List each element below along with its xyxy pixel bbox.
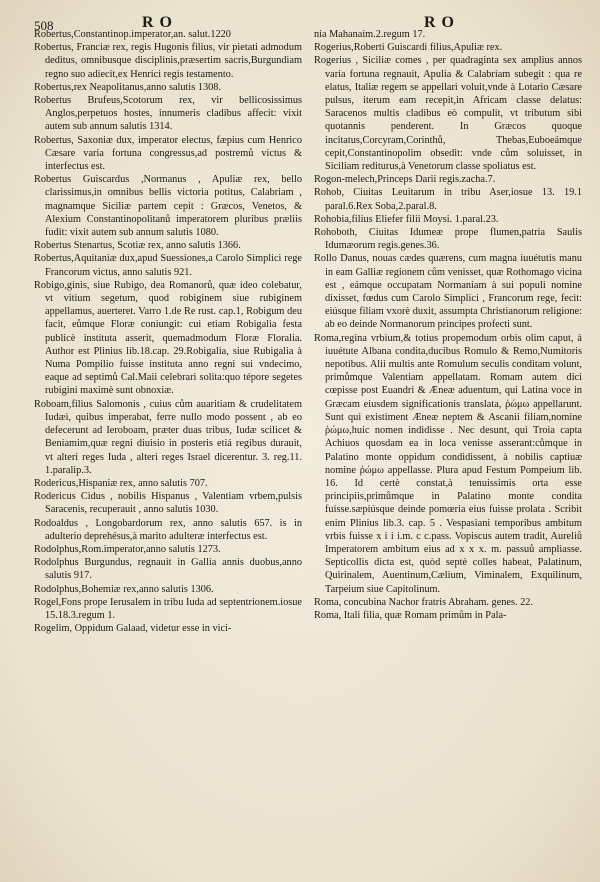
dictionary-entry: Robertus, Franciæ rex, regis Hugonis filius, vir pietati admodum deditus, omnibusque disciplinis,præsertim sacris,Burgundiam regno suo adiecit,ex Henrici regis testamento.	[34, 42, 302, 80]
dictionary-entry: Rollo Danus, nouas cædes quærens, cum magna iuuétutis manu in eam Galliæ regionem cům venisset, quæ Rothomago vicina est , eámque occupatam Normaniam à sui populi nomine dixisset, fœdus cum Carolo Simplici , Francorum rege, fecit: eiúsque filiam vxorè duxit, assumpta Christianorum religione: ab eo deinde Normanorum principes profecti sunt.	[314, 253, 582, 331]
dictionary-entry: Robertus Stenartus, Scotiæ rex, anno salutis 1366.	[34, 240, 241, 252]
dictionary-entry: Rogelim, Oppidum Galaad, videtur esse in vici-	[34, 623, 232, 635]
dictionary-entry: Roma,regina vrbium,& totius propemodum orbis olim caput, à iuuétute Albana condita,ducibus Romulo & Remo,Numitoris nepotibus. Alii multis ante Romulum seculis conditam volunt, primůmque Valentiam appellatam. Romam autem dici cœpisse post Euandri & Æneæ aduentum, qui Latina voce in Græcam eiusdem significationis translata, ῥώμω appellarunt. Sunt qui existiment Æneæ neptem & Ascanii filiam,nomine ῥώμω,huic nomen indidisse . Nec desunt, qui Troia capta Achiuos quosdam ea in loca venisse asserant:cůmque in Palatino monte oppidum condidissent, à nobilis captiuæ nomine ῥώμω appellasse. Plura apud Festum Pompeium lib. 16. Id certè constat,à tenuissimis orta esse principiis,primůmque in Palatino monte condita fuisse.sæpiúsque deinde pomœria eius fuisse prolata . Scribit enim Plinius lib.3. cap. 5 . Vespasiani temporibus ambitum vrbis fuisse x i i i.m. c c.pass. Vopiscus autem tradit, Aureliů Imperatorem ambitum eius ad x x x. m. passuů ampliasse. Septicollis dicta est, quòd septè colles habeat, Palatinum, Quirinalem, Auentinum,Cælium, Viminalem, Exquilinum, Tarpeium siue Capitolinum.	[314, 332, 582, 595]
dictionary-entry: Robigo,ginis, siue Rubigo, dea Romanorů, quæ ideo colebatur, vt vitium segetum, quod robiginem siue rubiginem appellamus, auerteret. Varro 1.de Re rust. cap.1, Robigum deu facit, eůmque Floræ coniungit: cui etiam Robigalia festa publicè instituta asserit, quemadmodum Floræ Floralia. Author est Plinius lib.18.cap. 29.Robigalia, siue Rubigalia à Numa Pompilio fuisse instituta anno regni sui vndecimo, eaque ad septimů Cal.Maii celebrari solita:quo tépore segetes rubigini maximè sunt obnoxiæ.	[34, 279, 302, 397]
dictionary-entry: Rogerius,Roberti Guiscardi filius,Apuliæ rex.	[314, 42, 503, 54]
right-column	[314, 28, 582, 873]
dictionary-entry: Rodolphus,Rom.imperator,anno salutis 1273.	[34, 543, 221, 555]
dictionary-entry: Robertus Guiscardus ,Normanus , Apuliæ rex, bello clarissimus,in omnibus bellis victoria potitus, Calabriam , magnamque Siciliæ partem cepit : Græcos, Venetos, & Alexium Constantinopolitanů imperatorem pluribus præliis fudit: vixit autem sub annum salutis 1080.	[34, 174, 302, 239]
left-column	[34, 28, 302, 873]
dictionary-entry: Rodolphus Burgundus, regnauit in Gallia annis duobus,anno salutis 917.	[34, 557, 302, 582]
dictionary-entry: nia Mahanaim.2.regum 17.	[314, 29, 426, 40]
dictionary-entry: Rohob, Ciuitas Leuitarum in tribu Aser,iosue 13. 19.1 paral.6.Rex Soba,2.paral.8.	[314, 187, 582, 212]
right-column-letters: R O	[424, 14, 455, 31]
dictionary-entry: Rohobia,filius Eliefer filii Moysi. 1.paral.23.	[314, 213, 499, 225]
dictionary-entry: Rogon-melech,Princeps Darii regis.zacha.7.	[314, 174, 496, 186]
dictionary-entry: Rodoaldus , Longobardorum rex, anno salutis 657. is in adulterio deprehésus,à marito adulteræ interfectus est.	[34, 517, 302, 542]
dictionary-entry: Robertus,Aquitaniæ dux,apud Suessiones,a Carolo Simplici rege Francorum victus, anno salutis 921.	[34, 253, 302, 278]
dictionary-entry: Roboam,filius Salomonis , cuius cům auaritiam & crudelitatem Iudæi, quibus imperabat, ferre nullo modo possent , ab eo defecerunt ad Ieroboam, præter duas tribus, Iudæ scilicet & Beniamim,quæ regni diuisio in posteris etiá regibus durauit, vt alteri reges Iuda , alteri reges Israel dicerentur. 3. reg.11. 1.paralip.3.	[34, 398, 302, 476]
dictionary-entry: Roma, Itali filia, quæ Romam primům in Pala-	[314, 609, 507, 621]
dictionary-entry: Rodolphus,Bohemiæ rex,anno salutis 1306.	[34, 583, 214, 595]
dictionary-entry: Rodericus,Hispaniæ rex, anno salutis 707.	[34, 477, 208, 489]
dictionary-entry: Robertus, Saxoniæ dux, imperator electus, fæpius cum Henrico Cæsare varia fortuna congressus,ad postremů victus & interfectus est.	[34, 134, 302, 173]
dictionary-entry: Roma, concubina Nachor fratris Abraham. genes. 22.	[314, 596, 534, 608]
dictionary-entry: Robertus,Constantinop.imperator,an. salut.1220	[34, 29, 231, 40]
dictionary-entry: Rodericus Cidus , nobilis Hispanus , Valentiam vrbem,pulsis Saracenis, recuperauit , anno salutis 1030.	[34, 491, 302, 516]
page-number: 508	[34, 18, 54, 33]
dictionary-entry: Robertus Brufeus,Scotorum rex, vir bellicosissimus Anglos,perpetuos hostes, innumeris cladibus affecit: vixit autem sub annum salutis 1314.	[34, 95, 302, 133]
dictionary-entry: Rogerius , Siciliæ comes , per quadraginta sex amplius annos varia fortuna regnauit, Apulia & Calabriam subegit : qua re elatus, Italiæ regem se appellari voluit,vnde à Lotario Cæsare pulsus, iterum eam recepit,in Africam classe delatus: Saracenos multis cladibus eò compulit, vt tributum sibi quotannis penderent. In Græcos quoque incitatus,Corcyram,Corinthů, Thebas,Euboeámque cepit,Constantinopolim obsedit: vnde cům soluisset, in Siciliam rediturus,à Venetorum classe spoliatus est.	[314, 55, 582, 173]
dictionary-entry: Rohoboth, Ciuitas Idumeæ prope flumen,patria Saulis Idumæorum regis.genes.36.	[314, 227, 582, 252]
left-column-letters: R O	[142, 14, 173, 31]
dictionary-entry: Robertus,rex Neapolitanus,anno salutis 1308.	[34, 81, 222, 93]
dictionary-entry: Rogel,Fons prope Ierusalem in tribu Iuda ad septentrionem.iosue 15.18.3.regum 1.	[34, 596, 302, 621]
